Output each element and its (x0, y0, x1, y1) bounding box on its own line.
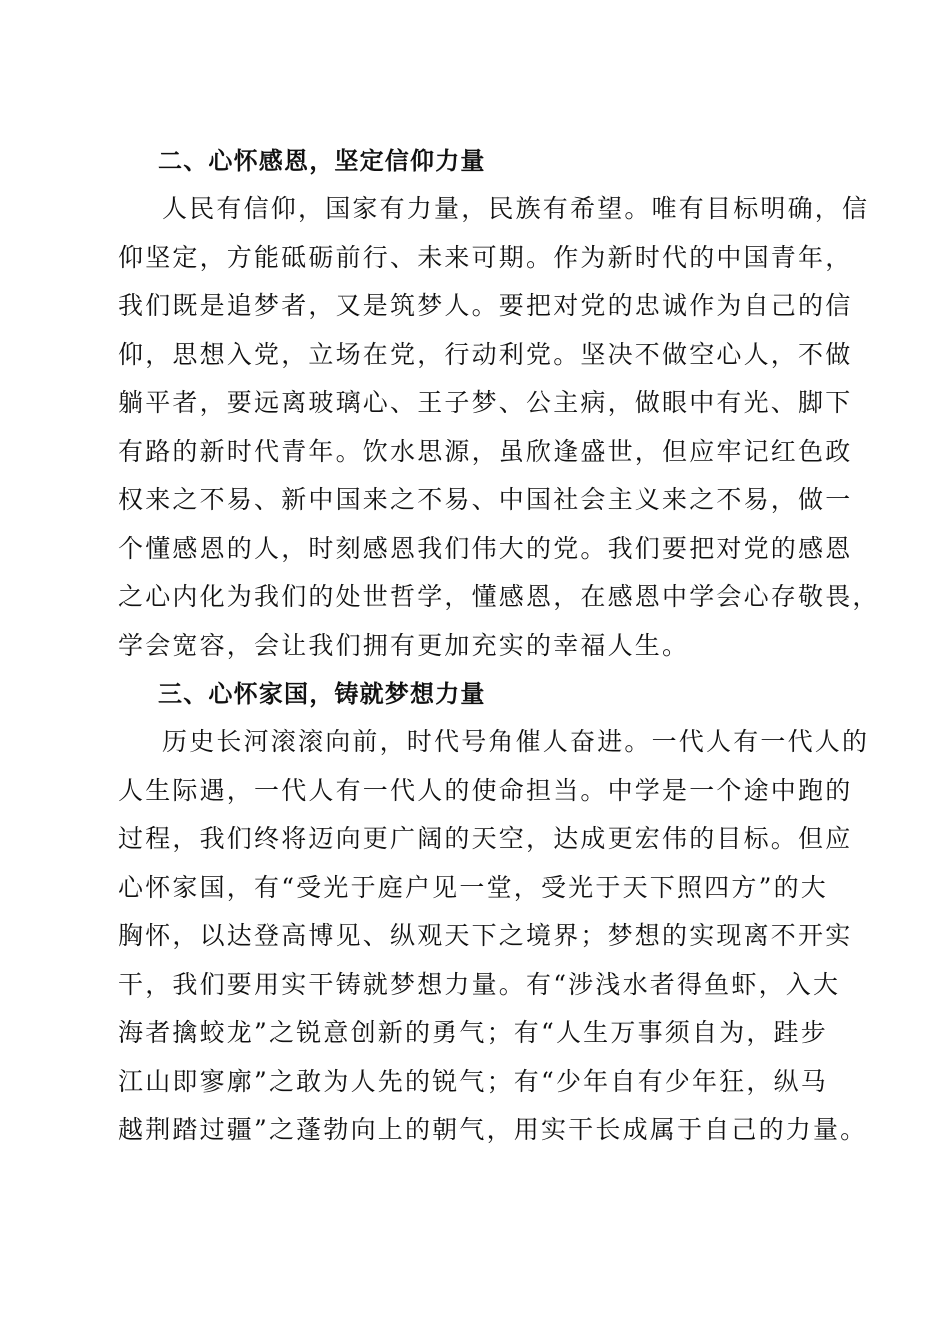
paragraph-line: 权来之不易、新中国来之不易、中国社会主义来之不易，做一 (118, 485, 853, 514)
paragraph-line: 有路的新时代青年。饮水思源，虽欣逢盛世，但应牢记红色政 (118, 436, 853, 466)
section-heading-gratitude: 二、心怀感恩，坚定信仰力量 (158, 147, 486, 175)
paragraph-line: 历史长河滚滚向前，时代号角催人奋进。一代人有一代人的 (162, 727, 870, 756)
paragraph-line: 越荆踏过疆”之蓬勃向上的朝气，用实干长成属于自己的力量。 (118, 1115, 868, 1144)
paragraph-line: 人生际遇，一代人有一代人的使命担当。中学是一个途中跑的 (118, 775, 853, 805)
paragraph-line: 仰坚定，方能砥砺前行、未来可期。作为新时代的中国青年， (118, 242, 853, 272)
paragraph-line: 干，我们要用实干铸就梦想力量。有“涉浅水者得鱼虾，入大 (118, 969, 841, 999)
paragraph-line: 人民有信仰，国家有力量，民族有希望。唯有目标明确，信 (162, 194, 870, 223)
document-body (118, 137, 880, 1155)
paragraph-line: 海者擒蛟龙”之锐意创新的勇气；有“人生万事须自为，跬步 (118, 1018, 828, 1047)
paragraph-line: 江山即寥廓”之敢为人先的锐气；有“少年自有少年狂，纵马 (118, 1066, 828, 1096)
paragraph-line: 躺平者，要远离玻璃心、王子梦、公主病，做眼中有光、脚下 (118, 388, 853, 417)
paragraph-line: 过程，我们终将迈向更广阔的天空，达成更宏伟的目标。但应 (118, 824, 853, 853)
paragraph-line: 学会宽容，会让我们拥有更加充实的幸福人生。 (118, 630, 690, 660)
section-heading-homeland: 三、心怀家国，铸就梦想力量 (158, 680, 486, 708)
paragraph-gratitude (118, 185, 880, 670)
paragraph-line: 心怀家国，有“受光于庭户见一堂，受光于天下照四方”的大 (118, 872, 828, 902)
paragraph-line: 之心内化为我们的处世哲学，懂感恩，在感恩中学会心存敬畏， (118, 582, 880, 611)
paragraph-line: 个懂感恩的人，时刻感恩我们伟大的党。我们要把对党的感恩 (118, 533, 853, 563)
paragraph-homeland (118, 718, 870, 1155)
paragraph-line: 胸怀，以达登高博见、纵观天下之境界；梦想的实现离不开实 (118, 921, 853, 950)
paragraph-line: 仰，思想入党，立场在党，行动利党。坚决不做空心人，不做 (118, 339, 853, 369)
paragraph-line: 我们既是追梦者，又是筑梦人。要把对党的忠诚作为自己的信 (118, 291, 853, 320)
